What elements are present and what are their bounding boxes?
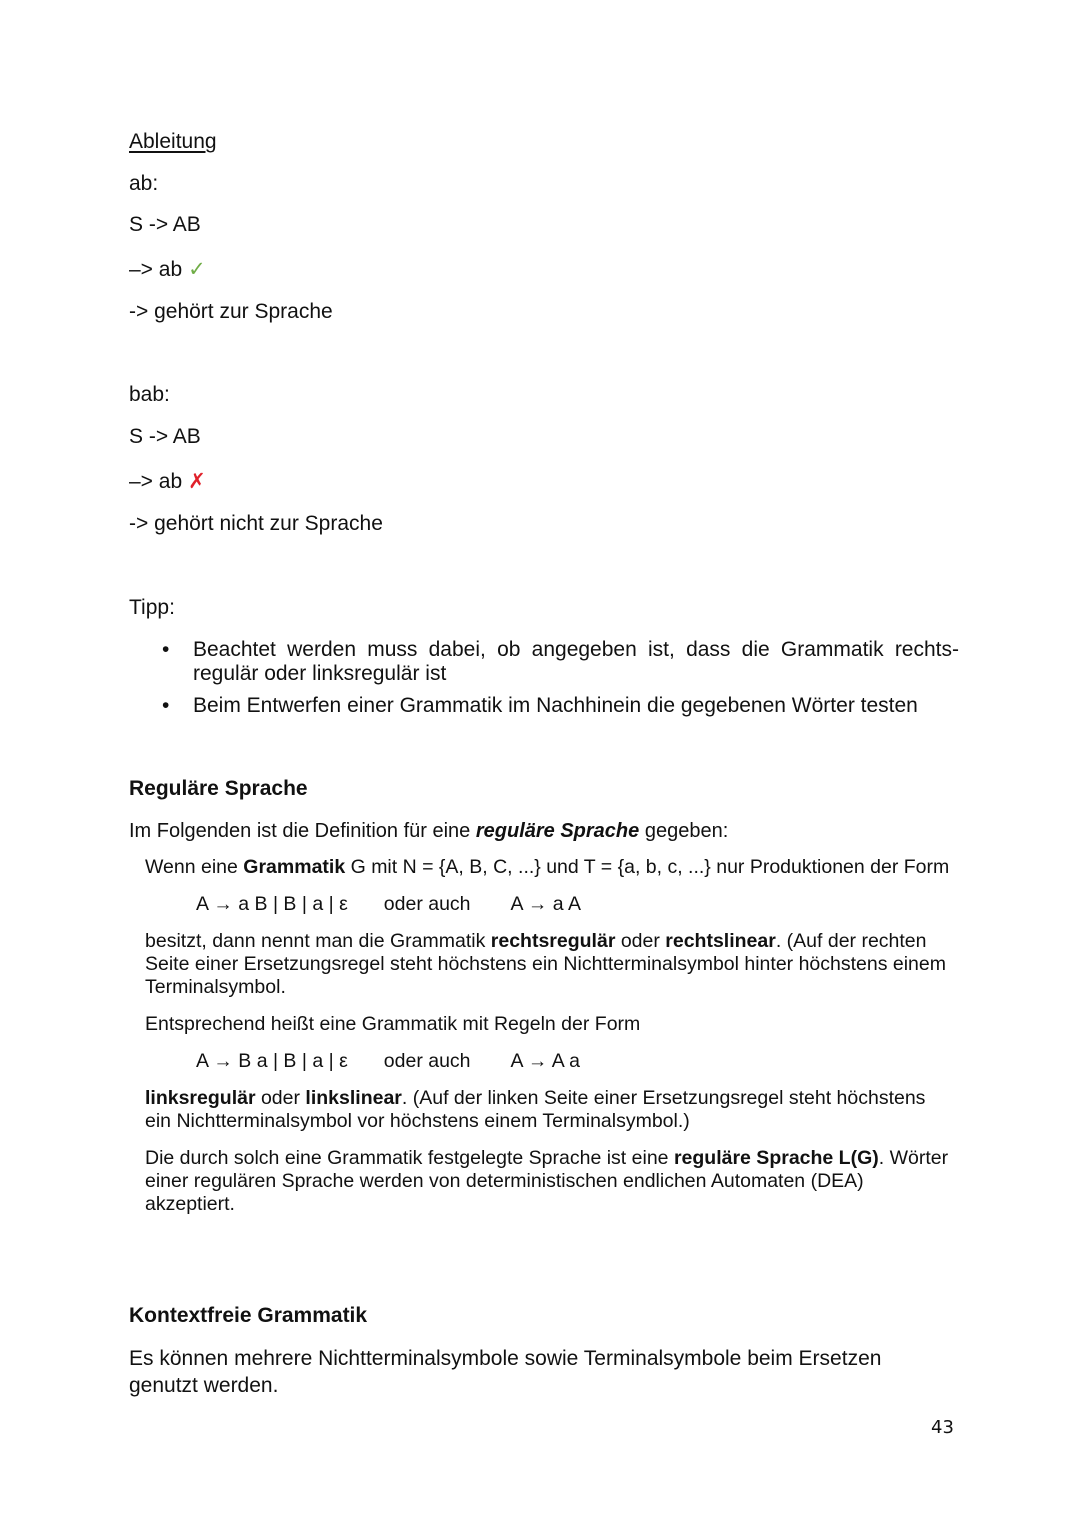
section-heading-context-free: Kontextfreie Grammatik [129, 1304, 368, 1327]
tips-heading: Tipp: [129, 596, 175, 619]
cross-icon: ✗ [188, 470, 206, 493]
context-free-text: Es können mehrere Nichtterminalsymbole sowie Terminalsymbole beim Ersetzen genutzt werden. [129, 1347, 882, 1397]
formula-right-regular: A → a B | B | a | ε oder auch A → a A [196, 893, 581, 915]
bullet-icon: • [162, 638, 170, 661]
section-heading-regular-language: Reguläre Sprache [129, 777, 308, 800]
example-step [129, 470, 206, 494]
checkmark-icon: ✓ [188, 258, 206, 281]
example-rule: S -> AB [129, 213, 201, 236]
definition-paragraph: Die durch solch eine Grammatik festgelegte Sprache ist eine reguläre Sprache L(G). Wörter einer regulären Sprache werden von deterministischen endlichen Automaten (DEA) akzeptiert. [145, 1147, 949, 1215]
bullet-icon: • [162, 694, 170, 717]
list-item: • Beachtet werden muss dabei, ob angegeben ist, dass die Grammatik rechts-regulär oder linksregulär ist [162, 638, 959, 685]
tips-list [129, 638, 959, 726]
definition-paragraph: besitzt, dann nennt man die Grammatik rechtsregulär oder rechtslinear. (Auf der rechten Seite einer Ersetzungsregel steht höchstens ein Nichtterminalsymbol hinter höchstens einem Terminalsymbol. [145, 930, 946, 998]
example-conclusion: -> gehört zur Sprache [129, 300, 333, 323]
example-step [129, 258, 206, 282]
definition-paragraph: Wenn eine Grammatik G mit N = {A, B, C, ...} und T = {a, b, c, ...} nur Produktionen der Form [145, 856, 950, 878]
definition-block [145, 856, 955, 1216]
page-number: 43 [931, 1417, 954, 1438]
definition-paragraph: Entsprechend heißt eine Grammatik mit Regeln der Form [145, 1013, 641, 1035]
step-text: –> ab [129, 258, 183, 281]
definition-paragraph: linksregulär oder linkslinear. (Auf der linken Seite einer Ersetzungsregel steht höchstens ein Nichtterminalsymbol vor höchstens einem Terminalsymbol.) [145, 1087, 926, 1132]
definition-intro: Im Folgenden ist die Definition für eine reguläre Sprache gegeben: [129, 820, 729, 842]
example-word: ab: [129, 172, 159, 195]
example-rule: S -> AB [129, 425, 201, 448]
example-conclusion: -> gehört nicht zur Sprache [129, 512, 383, 535]
step-text: –> ab [129, 470, 183, 493]
derivation-heading: Ableitung [129, 130, 217, 153]
example-word: bab: [129, 383, 170, 406]
list-item: • Beim Entwerfen einer Grammatik im Nachhinein die gegebenen Wörter testen [162, 694, 918, 717]
formula-left-regular: A → B a | B | a | ε oder auch A → A a [196, 1050, 580, 1072]
